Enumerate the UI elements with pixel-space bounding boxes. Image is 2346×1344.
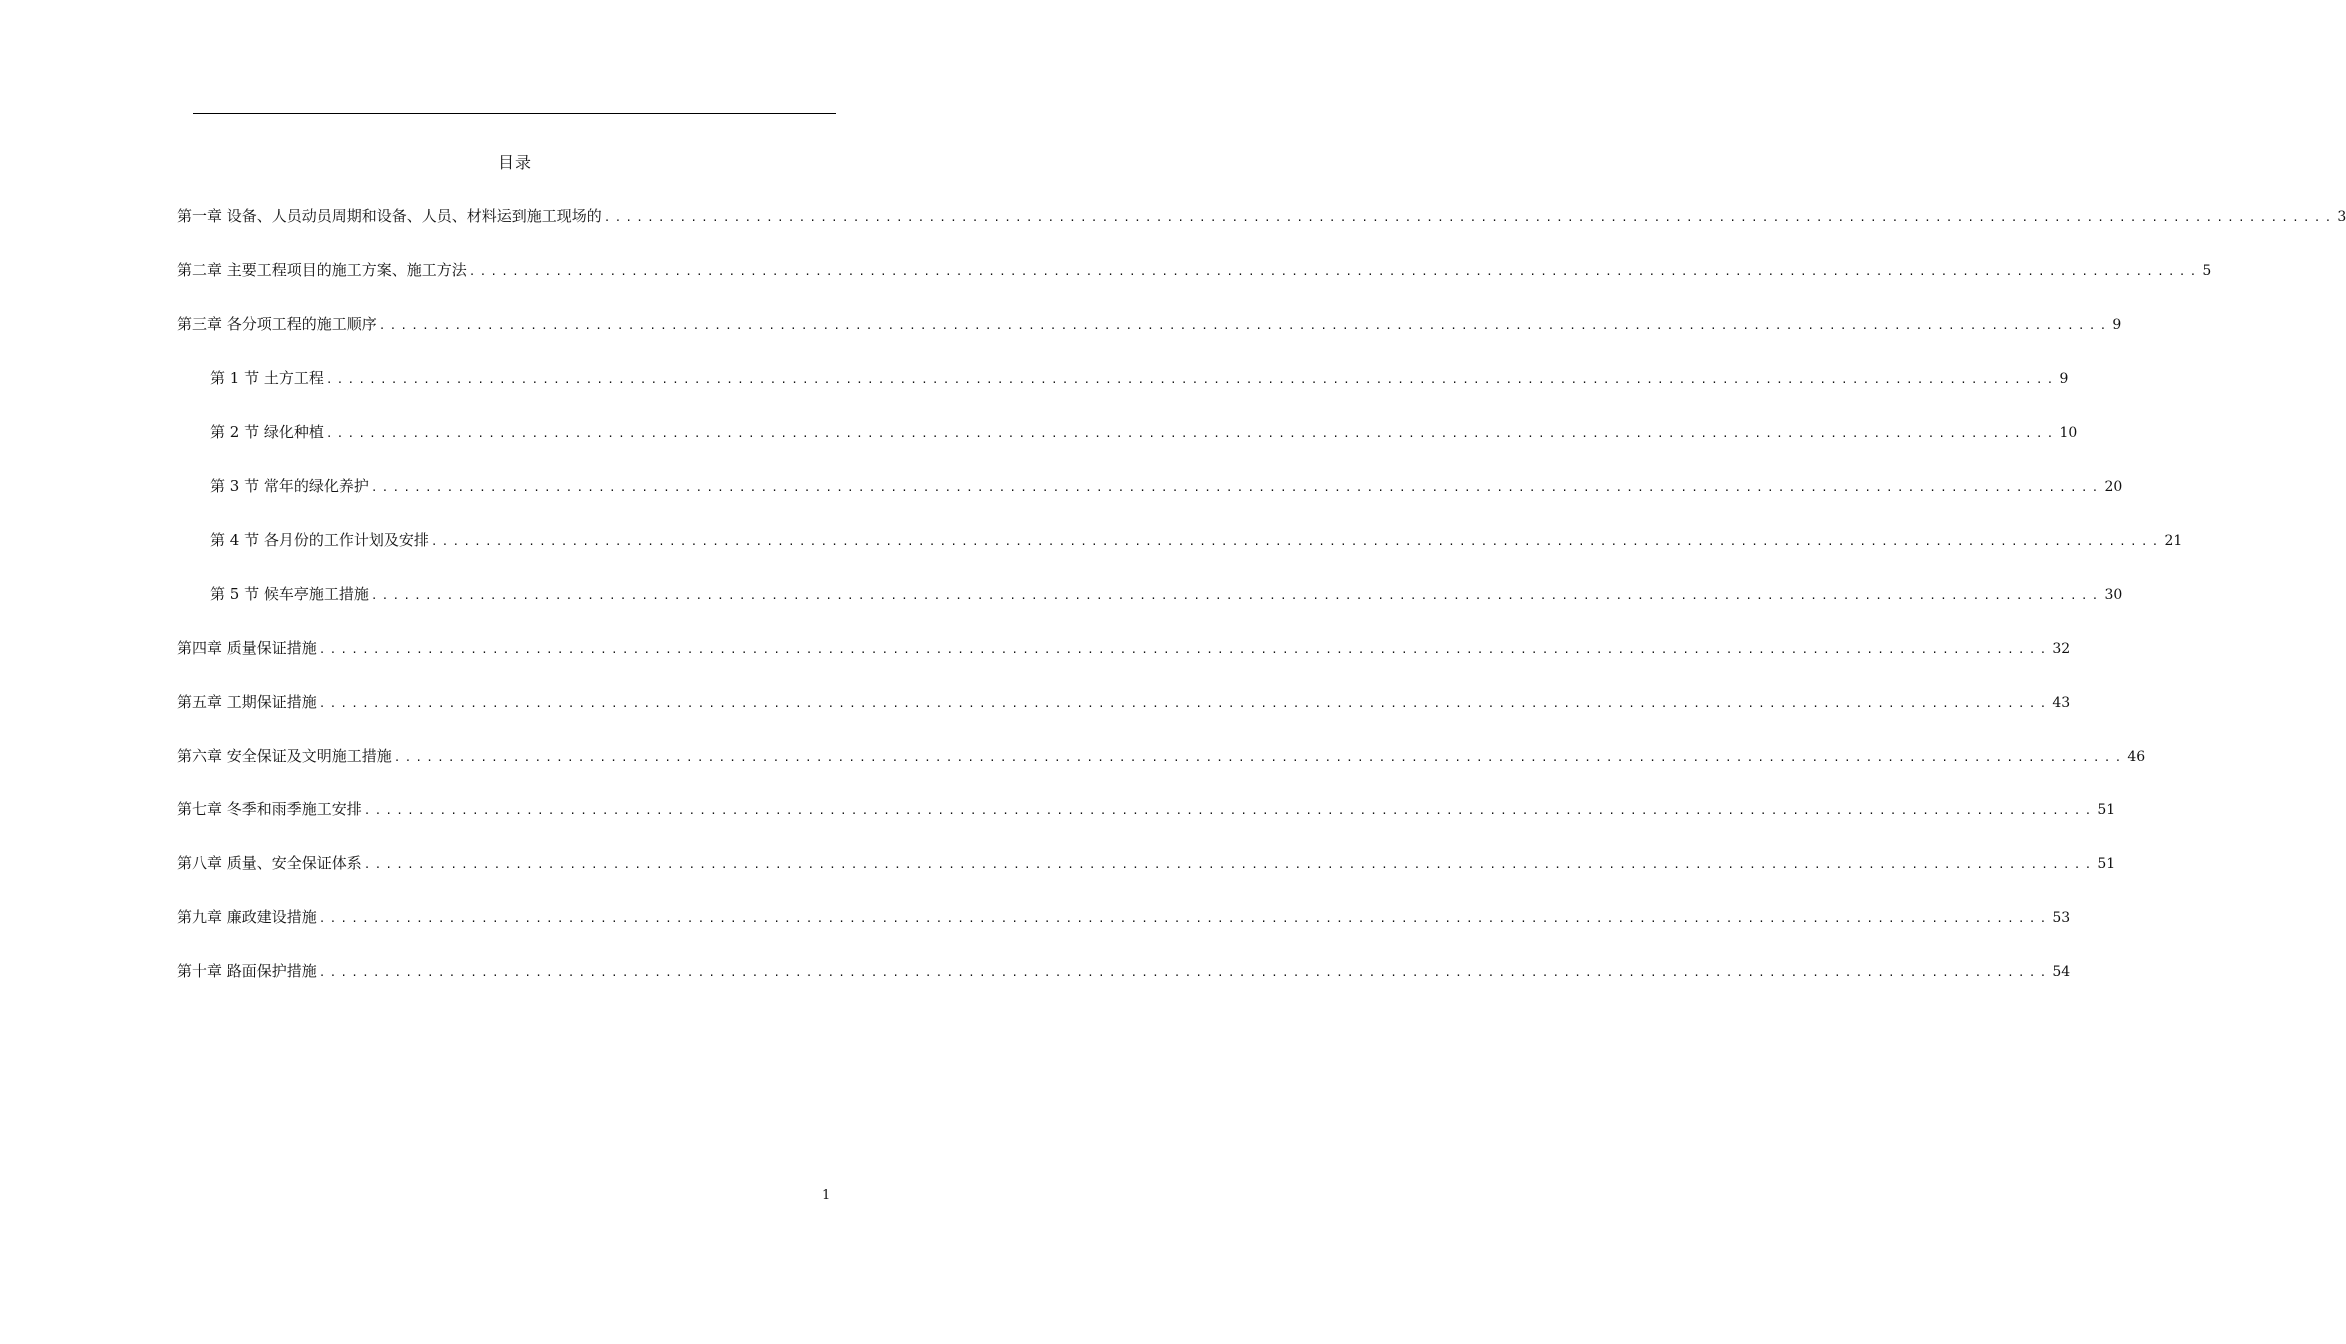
toc-entry-page: 43 <box>2052 695 2071 711</box>
toc-entry-page: 21 <box>2164 533 2183 549</box>
toc-entry-page: 32 <box>2052 641 2071 657</box>
toc-leader-dots: ................................................................................................................................................................ <box>318 697 2051 710</box>
toc-entry-page: 51 <box>2097 802 2116 818</box>
toc-leader-dots: ................................................................................................................................................................ <box>325 427 2058 440</box>
toc-entry-page: 51 <box>2097 856 2116 872</box>
toc-leader-dots: ................................................................................................................................................................ <box>363 804 2096 817</box>
toc-entry[interactable] <box>177 692 2071 712</box>
toc-leader-dots: ................................................................................................................................................................ <box>378 319 2111 332</box>
toc-leader-dots: ................................................................................................................................................................ <box>468 265 2201 278</box>
toc-entry-label: 第 1 节 土方工程 <box>210 369 324 387</box>
toc-entry-page: 9 <box>2112 317 2122 333</box>
toc-entry-label: 第 4 节 各月份的工作计划及安排 <box>210 531 429 549</box>
toc-entry[interactable] <box>210 530 2183 550</box>
toc-leader-dots: ................................................................................................................................................................ <box>430 535 2163 548</box>
toc-leader-dots: ................................................................................................................................................................ <box>603 211 2336 224</box>
toc-title: 目录 <box>497 153 532 172</box>
toc-entry-label: 第 3 节 常年的绿化养护 <box>210 477 369 495</box>
toc-leader-dots: ................................................................................................................................................................ <box>393 751 2126 764</box>
toc-entry[interactable] <box>177 746 2146 766</box>
toc-leader-dots: ................................................................................................................................................................ <box>370 481 2103 494</box>
toc-leader-dots: ................................................................................................................................................................ <box>318 912 2051 925</box>
toc-entry-label: 第六章 安全保证及文明施工措施 <box>177 747 392 765</box>
toc-entry-page: 54 <box>2052 964 2071 980</box>
toc-entry-label: 第 5 节 候车亭施工措施 <box>210 585 369 603</box>
toc-entry[interactable] <box>210 476 2123 496</box>
toc-entry-label: 第二章 主要工程项目的施工方案、施工方法 <box>177 261 467 279</box>
toc-entry[interactable] <box>177 314 2122 334</box>
page-number: 1 <box>822 1188 831 1203</box>
toc-entry-page: 3 <box>2337 209 2346 225</box>
toc-entry-label: 第七章 冬季和雨季施工安排 <box>177 800 362 818</box>
toc-entry[interactable] <box>210 584 2123 604</box>
toc-entry-label: 第五章 工期保证措施 <box>177 693 317 711</box>
toc-entry[interactable] <box>177 961 2071 981</box>
toc-entry[interactable] <box>177 907 2071 927</box>
toc-entry[interactable] <box>177 206 2346 226</box>
toc-entry[interactable] <box>177 853 2116 873</box>
toc-entry-page: 46 <box>2127 749 2146 765</box>
toc-leader-dots: ................................................................................................................................................................ <box>318 643 2051 656</box>
toc-entry-page: 9 <box>2059 371 2069 387</box>
toc-entry-label: 第三章 各分项工程的施工顺序 <box>177 315 377 333</box>
toc-entry[interactable] <box>177 638 2071 658</box>
toc-entry-label: 第八章 质量、安全保证体系 <box>177 854 362 872</box>
toc-entry-page: 20 <box>2104 479 2123 495</box>
toc-entry-label: 第四章 质量保证措施 <box>177 639 317 657</box>
toc-entry-label: 第九章 廉政建设措施 <box>177 908 317 926</box>
toc-entry-page: 10 <box>2059 425 2078 441</box>
toc-entry[interactable] <box>177 799 2116 819</box>
toc-leader-dots: ................................................................................................................................................................ <box>363 858 2096 871</box>
toc-entry-page: 30 <box>2104 587 2123 603</box>
toc-entry[interactable] <box>210 422 2078 442</box>
toc-leader-dots: ................................................................................................................................................................ <box>370 589 2103 602</box>
toc-entry-page: 5 <box>2202 263 2212 279</box>
toc-entry-label: 第 2 节 绿化种植 <box>210 423 324 441</box>
header-rule <box>193 113 836 114</box>
toc-entry[interactable] <box>177 260 2212 280</box>
toc-entry-label: 第十章 路面保护措施 <box>177 962 317 980</box>
toc-leader-dots: ................................................................................................................................................................ <box>325 373 2058 386</box>
toc-leader-dots: ................................................................................................................................................................ <box>318 966 2051 979</box>
toc-entry-page: 53 <box>2052 910 2071 926</box>
toc-entry[interactable] <box>210 368 2069 388</box>
toc-entry-label: 第一章 设备、人员动员周期和设备、人员、材料运到施工现场的 <box>177 207 602 225</box>
